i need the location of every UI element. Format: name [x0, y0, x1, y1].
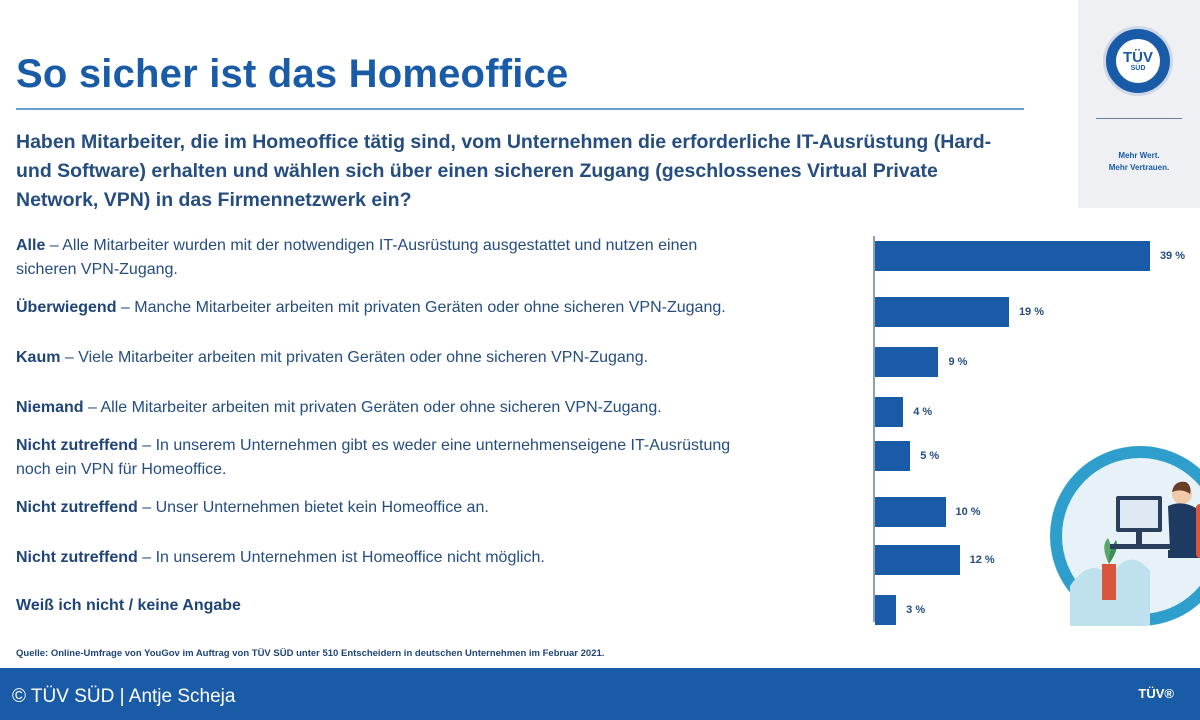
image-credit: © TÜV SÜD | Antje Scheja [12, 686, 236, 707]
answer-lead: Kaum [16, 349, 61, 366]
bar [875, 297, 1009, 327]
answer-text: – Viele Mitarbeiter arbeiten mit privaten Geräten oder ohne sicheren VPN-Zugang. [60, 349, 649, 366]
title-divider [16, 108, 1024, 110]
answer-text: – Alle Mitarbeiter arbeiten mit privaten Geräten oder ohne sicheren VPN-Zugang. [83, 399, 662, 416]
bar-value-label: 5 % [920, 450, 940, 462]
bar [875, 441, 910, 471]
answer-lead: Niemand [16, 399, 84, 416]
answer-item [16, 296, 856, 320]
answer-text: – Unser Unternehmen bietet kein Homeoffice an. [137, 499, 489, 516]
answer-lead: Nicht zutreffend [16, 499, 138, 516]
answer-text: – In unserem Unternehmen gibt es weder eine unternehmenseigene IT-Ausrüstung noch ein VPN für Homeoffice. [16, 437, 731, 478]
answer-item [16, 546, 856, 570]
bar-value-label: 39 % [1159, 250, 1186, 262]
slogan-line-1: Mehr Wert. [1118, 151, 1160, 160]
answer-lead: Nicht zutreffend [16, 549, 138, 566]
answer-lead: Überwiegend [16, 299, 117, 316]
answer-item [16, 434, 736, 482]
logo-text: TÜV [1123, 48, 1153, 66]
slogan-line-2: Mehr Vertrauen. [1108, 163, 1170, 172]
answer-text: – Manche Mitarbeiter arbeiten mit privaten Geräten oder ohne sicheren VPN-Zugang. [116, 299, 726, 316]
survey-question: Haben Mitarbeiter, die im Homeoffice tätig sind, vom Unternehmen die erforderliche IT-Ausrüstung (Hard- und Software) erhalten und wählen sich über einen sicheren Zugang (geschlossenes Virtual Private Network, VPN) in das Firmennetzwerk ein? [16, 131, 992, 211]
logo-divider [1096, 118, 1182, 119]
answer-lead: Alle [16, 237, 46, 254]
bar-value-label: 12 % [969, 554, 995, 566]
answer-item [16, 496, 856, 520]
bar [875, 397, 903, 427]
logo-subtext: SÜD [1130, 64, 1146, 72]
source-note: Quelle: Online-Umfrage von YouGov im Auftrag von TÜV SÜD unter 510 Entscheidern in deutschen Unternehmen im Februar 2021. [16, 648, 605, 659]
footer-brand: TÜV® [1138, 686, 1174, 701]
bar [875, 595, 896, 625]
bar-value-label: 10 % [955, 506, 981, 518]
bar-value-label: 3 % [906, 604, 926, 616]
bar-value-label: 9 % [948, 356, 968, 368]
bar-value-label: 19 % [1018, 306, 1045, 318]
tuv-logo-icon [1103, 26, 1173, 96]
page-title: So sicher ist das Homeoffice [16, 52, 569, 96]
answer-item [16, 234, 736, 282]
answer-item [16, 396, 856, 420]
bar [875, 545, 960, 575]
bar-value-label: 4 % [913, 406, 933, 418]
bar [875, 497, 946, 527]
answer-item [16, 346, 856, 370]
answer-text: – Alle Mitarbeiter wurden mit der notwendigen IT-Ausrüstung ausgestattet und nutzen einen sicheren VPN-Zugang. [16, 237, 698, 278]
bar [875, 241, 1150, 271]
slogan [1088, 150, 1190, 174]
homeoffice-illustration-icon [1050, 446, 1200, 626]
answer-text: – In unserem Unternehmen ist Homeoffice nicht möglich. [137, 549, 545, 566]
bar [875, 347, 938, 377]
answer-lead: Weiß ich nicht / keine Angabe [16, 597, 241, 614]
logo-panel [1078, 0, 1200, 208]
answer-lead: Nicht zutreffend [16, 437, 138, 454]
answer-item [16, 594, 856, 618]
